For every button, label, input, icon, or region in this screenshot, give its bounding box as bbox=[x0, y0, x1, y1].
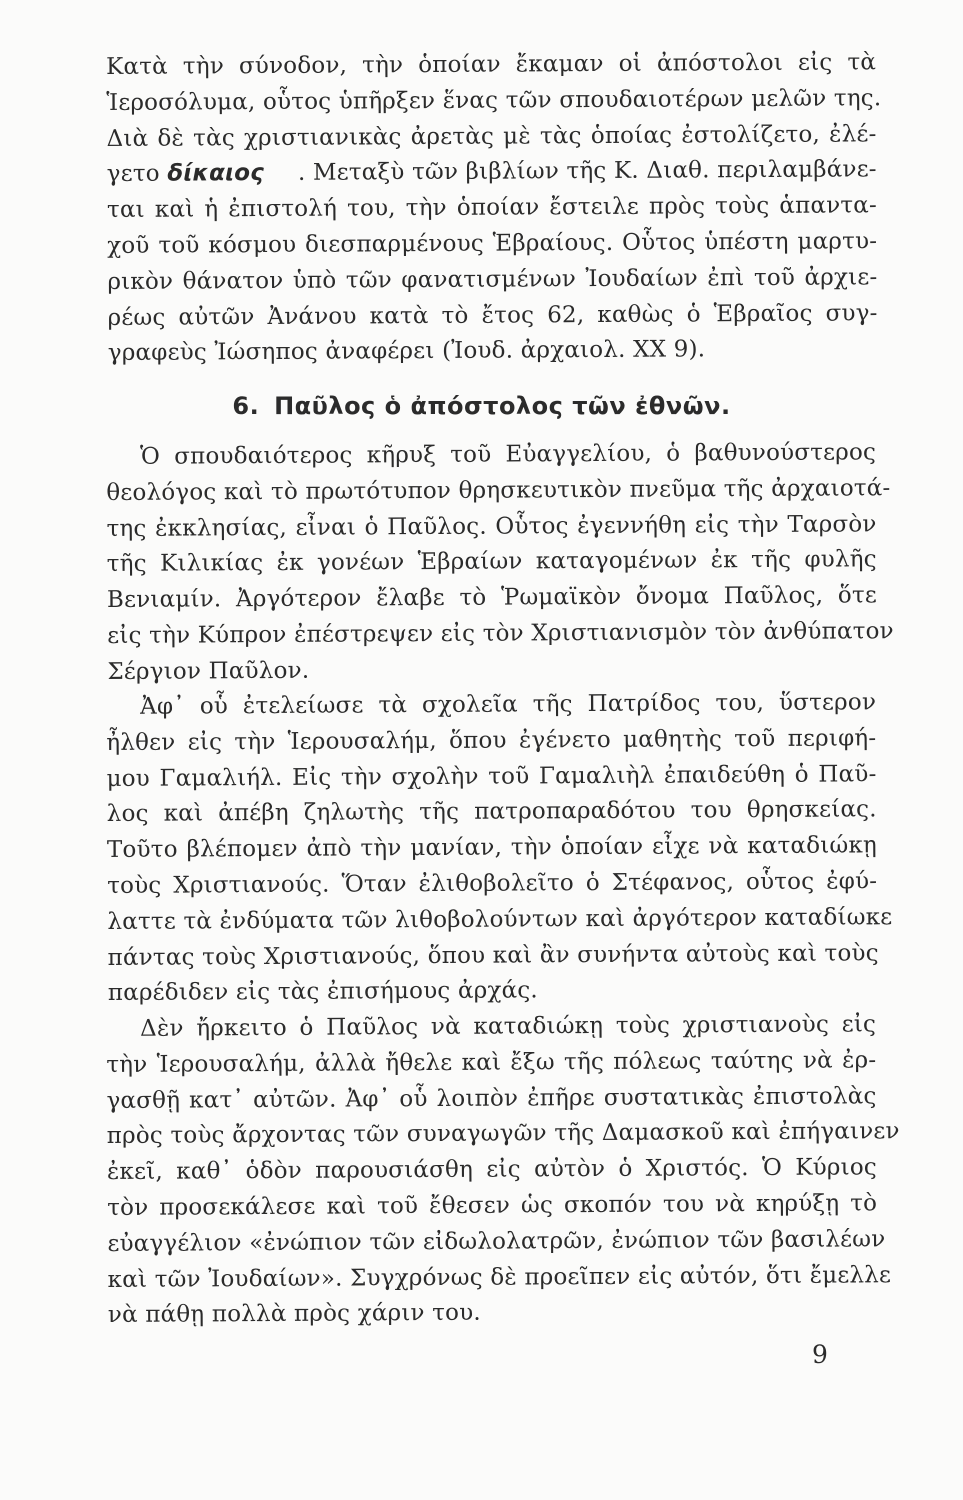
text-line: Τοῦτο βλέπομεν ἀπὸ τὴν μανίαν, τὴν ὁποίαν εἶχε νὰ καταδιώκῃ bbox=[106, 832, 878, 864]
paragraph-paul-damascus bbox=[106, 1007, 900, 1334]
text-line: Κατὰ τὴν σύνοδον, τὴν ὁποίαν ἔκαμαν οἱ ἀπόστολοι εἰς τὰ bbox=[106, 49, 877, 80]
text-line: γραφεὺς Ἰώσηπος ἀναφέρει (Ἰουδ. ἀρχαιολ. XX 9). bbox=[107, 336, 706, 367]
text-line: λαττε τὰ ἐνδύματα τῶν λιθοβολούντων καὶ ἀργότερον καταδίωκε bbox=[107, 903, 893, 935]
emphasized-word: δίκαιος bbox=[167, 160, 265, 188]
text-line: τοὺς Χριστιανούς. Ὅταν ἐλιθοβολεῖτο ὁ Στέφανος, οὗτος ἐφύ- bbox=[107, 868, 878, 899]
text-line: Ἀφ᾽ οὗ ἐτελείωσε τὰ σχολεῖα τῆς Πατρίδος του, ὕστερον bbox=[140, 689, 877, 720]
text-line: τῆς Κιλικίας ἐκ γονέων Ἑβραίων καταγομένων ἐκ τῆς φυλῆς bbox=[106, 546, 877, 578]
page-number: 9 bbox=[812, 1340, 828, 1369]
heading-number: 6. bbox=[232, 392, 260, 420]
text-line: πάντας τοὺς Χριστιανούς, ὅπου καὶ ἂν συνήντα αὐτοὺς καὶ τοὺς bbox=[107, 939, 879, 971]
text-line: Δὲν ἤρκειτο ὁ Παῦλος νὰ καταδιώκῃ τοὺς χριστιανοὺς εἰς bbox=[140, 1011, 877, 1042]
text-line: Ὁ σπουδαιότερος κῆρυξ τοῦ Εὐαγγελίου, ὁ βαθυνούστερος bbox=[140, 439, 877, 470]
text-line: Ἱεροσόλυμα, οὗτος ὑπῆρξεν ἕνας τῶν σπουδαιοτέρων μελῶν της. bbox=[106, 85, 882, 116]
paragraph-paul-education bbox=[106, 685, 893, 1012]
section-heading bbox=[0, 392, 963, 420]
text-line: ται καὶ ἡ ἐπιστολή του, τὴν ὁποίαν ἔστειλε πρὸς τοὺς ἁπαντα- bbox=[106, 192, 878, 224]
text-line: λος καὶ ἀπέβη ζηλωτὴς τῆς πατροπαραδότου του θρησκείας. bbox=[106, 796, 877, 828]
text-line: Διὰ δὲ τὰς χριστιανικὰς ἀρετὰς μὲ τὰς ὁποίας ἐστολίζετο, ἐλέ- bbox=[106, 120, 877, 152]
text-line: εὐαγγέλιον «ἐνώπιον τῶν εἰδωλολατρῶν, ἐνώπιον τῶν βασιλέων bbox=[107, 1226, 886, 1257]
text-line: τὸν προσεκάλεσε καὶ τοῦ ἔθεσεν ὡς σκοπόν του νὰ κηρύξῃ τὸ bbox=[107, 1190, 878, 1221]
text-line: θεολόγος καὶ τὸ πρωτότυπον θρησκευτικὸν πνεῦμα τῆς ἀρχαιοτά- bbox=[106, 475, 891, 506]
paragraph-paul-intro bbox=[106, 435, 894, 690]
text-line: γασθῇ κατ᾽ αὐτῶν. Ἀφ᾽ οὗ λοιπὸν ἐπῆρε συστατικὰς ἐπιστολὰς bbox=[106, 1082, 877, 1114]
text-line: ἦλθεν εἰς τὴν Ἱερουσαλήμ, ὅπου ἐγένετο μαθητὴς τοῦ περιφή- bbox=[106, 725, 877, 756]
text-line: πρὸς τοὺς ἄρχοντας τῶν συναγωγῶν τῆς Δαμασκοῦ καὶ ἐπήγαινεν bbox=[106, 1118, 900, 1150]
text-line: μου Γαμαλιήλ. Εἰς τὴν σχολὴν τοῦ Γαμαλιὴλ ἐπαιδεύθη ὁ Παῦ- bbox=[106, 760, 877, 792]
text-line: εἰς τὴν Κύπρον ἐπέστρεψεν εἰς τὸν Χριστιανισμὸν τὸν ἀνθύπατον bbox=[107, 618, 894, 649]
text-line: Βενιαμίν. Ἀργότερον ἔλαβε τὸ Ῥωμαϊκὸν ὄνομα Παῦλος, ὅτε bbox=[106, 582, 878, 614]
text-line: της ἐκκλησίας, εἶναι ὁ Παῦλος. Οὗτος ἐγεννήθη εἰς τὴν Ταρσὸν bbox=[106, 510, 877, 542]
text-fragment: γετο bbox=[106, 161, 160, 188]
text-line: τὴν Ἱερουσαλήμ, ἀλλὰ ἤθελε καὶ ἔξω τῆς πόλεως ταύτης νὰ ἐρ- bbox=[106, 1047, 877, 1078]
text-line: Σέργιον Παῦλον. bbox=[107, 657, 310, 685]
text-line: ρέως αὐτῶν Ἀνάνου κατὰ τὸ ἔτος 62, καθὼς ὁ Ἑβραῖος συγ- bbox=[107, 299, 878, 331]
text-line: νὰ πάθῃ πολλὰ πρὸς χάριν του. bbox=[107, 1300, 481, 1329]
text-fragment: . Μεταξὺ τῶν βιβλίων τῆς Κ. Διαθ. περιλαμβάνε- bbox=[297, 156, 877, 187]
text-line: καὶ τῶν Ἰουδαίων». Συγχρόνως δὲ προεῖπεν εἰς αὐτόν, ὅτι ἔμελλε bbox=[107, 1261, 892, 1293]
text-line: παρέδιδεν εἰς τὰς ἐπισήμους ἀρχάς. bbox=[107, 977, 538, 1007]
heading-title: Παῦλος ὁ ἀπόστολος τῶν ἐθνῶν. bbox=[274, 392, 731, 420]
paragraph-james bbox=[106, 45, 882, 372]
text-line-with-emphasis bbox=[107, 153, 877, 193]
text-line: ρικὸν θάνατον ὑπὸ τῶν φανατισμένων Ἰουδαίων ἐπὶ τοῦ ἀρχιε- bbox=[107, 264, 878, 295]
text-line: χοῦ τοῦ κόσμου διεσπαρμένους Ἑβραίους. Οὗτος ὑπέστη μαρτυ- bbox=[107, 228, 878, 259]
text-line: ἐκεῖ, καθ᾽ ὁδὸν παρουσιάσθη εἰς αὐτὸν ὁ Χριστός. Ὁ Κύριος bbox=[106, 1154, 878, 1186]
